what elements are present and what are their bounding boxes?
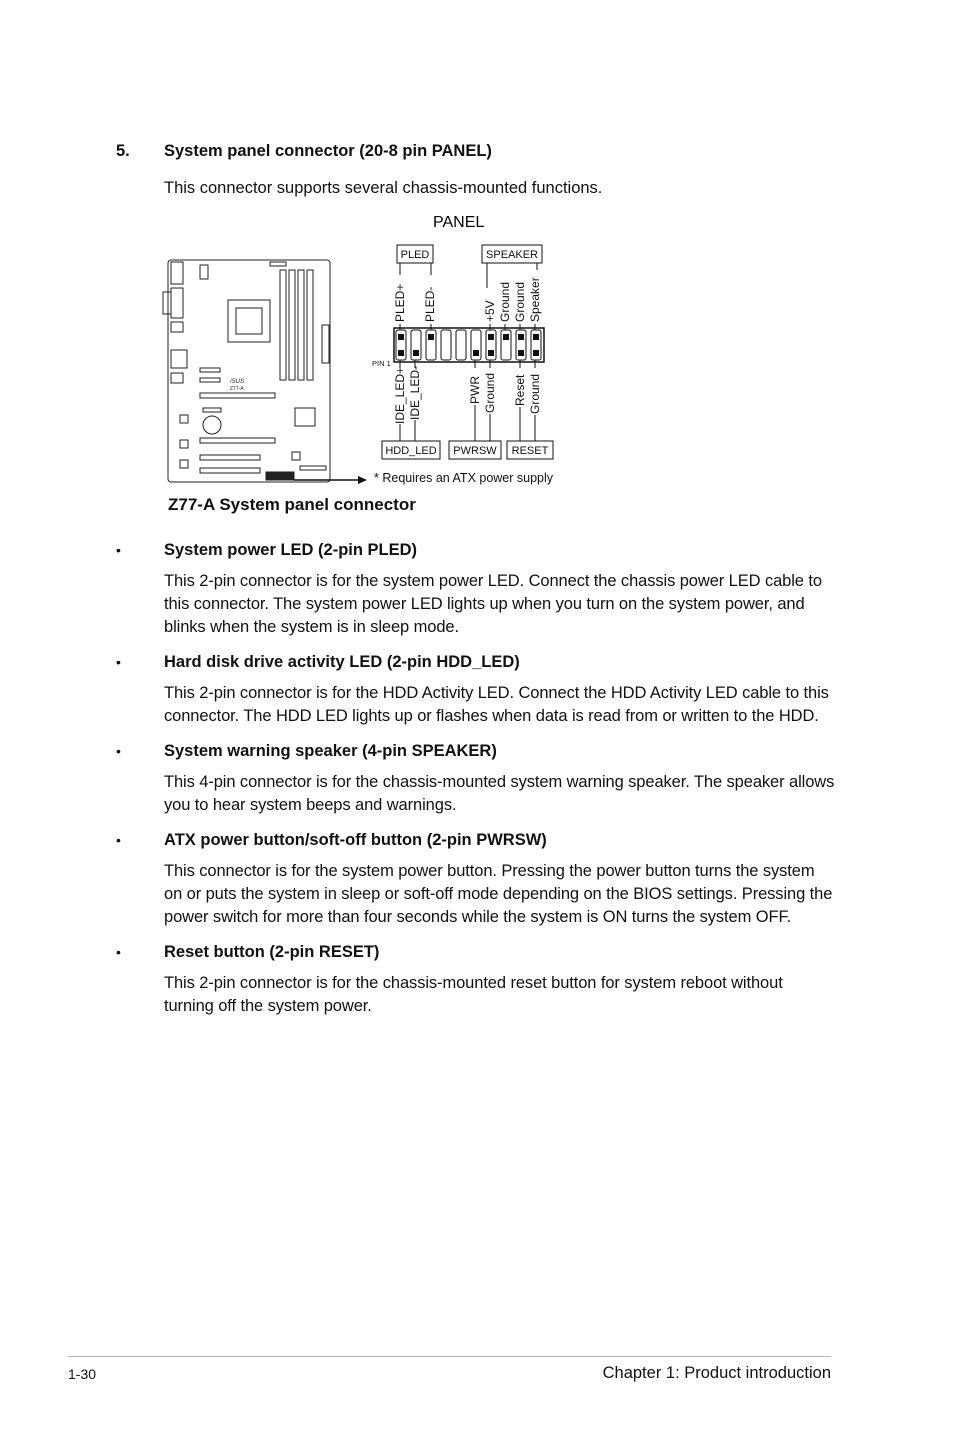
- pin-label-speaker: Speaker: [528, 277, 542, 322]
- pwrsw-box-label: PWRSW: [453, 445, 497, 457]
- pin-dot: [413, 350, 419, 356]
- board-chip: [292, 452, 300, 460]
- power-connector: [200, 265, 208, 279]
- pled-box-label: PLED: [400, 249, 430, 261]
- io-port: [171, 350, 187, 368]
- top-label-boxes: [397, 245, 542, 263]
- connector-item-description: This connector is for the system power button. Pressing the power button turns the system on or puts the system in sleep or soft-off mode depending on the BIOS settings. Pressing the power switch for more than four seconds while the system is ON turns the system OFF.: [164, 862, 833, 926]
- speaker-box-label: SPEAKER: [486, 249, 538, 261]
- connector-item-title: System warning speaker (4-pin SPEAKER): [164, 742, 497, 760]
- pin-dot: [503, 334, 509, 340]
- connector-item: [116, 741, 836, 817]
- connector-item-title: System power LED (2-pin PLED): [164, 541, 418, 559]
- figure-caption: Z77-A System panel connector: [168, 495, 416, 514]
- io-port: [163, 292, 171, 314]
- bullet-icon: •: [116, 944, 121, 960]
- dimm-slot: [280, 270, 286, 380]
- pin-dot: [488, 334, 494, 340]
- pin-dot: [533, 350, 539, 356]
- pin-label-ground-bottom-1: Ground: [483, 372, 497, 413]
- cmos-battery: [203, 416, 221, 434]
- panel-connector-figure: [160, 205, 600, 525]
- cpu-socket-inner: [236, 308, 262, 334]
- cpu-socket: [228, 300, 270, 342]
- connector-item: [116, 830, 836, 929]
- connector-item-description: This 2-pin connector is for the HDD Activity LED. Connect the HDD Activity LED cable to this connector. The HDD LED lights up or flashes when data is read from or written to the HDD.: [164, 684, 829, 725]
- io-port: [171, 373, 183, 383]
- connector-item-title: Reset button (2-pin RESET): [164, 943, 380, 961]
- dimm-slot: [298, 270, 304, 380]
- pin-label-reset: Reset: [513, 374, 527, 406]
- pin-header: [394, 328, 544, 362]
- pin-dot: [398, 350, 404, 356]
- pin-label-pled-plus: PLED+: [393, 283, 407, 322]
- board-chip: [180, 415, 188, 423]
- pin-label-ide-led-minus: IDE_LED-: [408, 365, 422, 420]
- pin-dot: [473, 350, 479, 356]
- dimm-slot: [307, 270, 313, 380]
- pin-label-pwr: PWR: [468, 376, 482, 404]
- top-pin-labels: [393, 277, 542, 322]
- board-label: Z77-A: [230, 386, 244, 392]
- pin-column: [456, 330, 466, 360]
- board-chip: [180, 460, 188, 468]
- section-intro: This connector supports several chassis-mounted functions.: [164, 179, 603, 197]
- hdd-led-box-label: HDD_LED: [385, 445, 437, 457]
- panel-header-label: PANEL: [433, 214, 485, 231]
- reset-box-label: RESET: [511, 445, 549, 457]
- board-chip: [200, 378, 220, 382]
- pin-dot: [488, 350, 494, 356]
- panel-diagram: [160, 205, 600, 525]
- board-chip: [270, 262, 286, 266]
- pin-dot: [428, 334, 434, 340]
- page-number: 1-30: [68, 1366, 97, 1382]
- board-chip: [200, 368, 220, 372]
- connector-item: [116, 540, 836, 639]
- atx-note: * Requires an ATX power supply: [374, 471, 554, 485]
- connector-item-title: Hard disk drive activity LED (2-pin HDD_LED): [164, 653, 520, 671]
- bullet-icon: •: [116, 542, 121, 558]
- motherboard-drawing: [163, 260, 330, 482]
- footer-divider: [68, 1356, 831, 1357]
- pin-column: [441, 330, 451, 360]
- bullet-icon: •: [116, 743, 121, 759]
- pin-label-ide-led-plus: IDE_LED+: [393, 366, 407, 424]
- section-number: 5.: [116, 142, 130, 160]
- bottom-label-boxes: [382, 441, 553, 459]
- pcie-slot: [200, 438, 275, 443]
- panel-header-on-board: [266, 472, 294, 480]
- chipset: [295, 408, 315, 426]
- dimm-slot: [289, 270, 295, 380]
- pin-label-ground-top-1: Ground: [498, 281, 512, 322]
- pin-dot: [518, 334, 524, 340]
- io-port: [171, 322, 183, 332]
- connector-item-description: This 2-pin connector is for the system power LED. Connect the chassis power LED cable to this connector. The system power LED lights up when you turn on the system power, and blinks when the system is in sleep mode.: [164, 572, 822, 636]
- bullet-icon: •: [116, 832, 121, 848]
- pci-slot: [200, 468, 260, 473]
- connector-item-description: This 2-pin connector is for the chassis-mounted reset button for system reboot without turning off the system power.: [164, 974, 783, 1015]
- pci-slot: [200, 455, 260, 460]
- pin-label-plus5v: +5V: [483, 300, 497, 322]
- pin-dot: [518, 350, 524, 356]
- pin-dot: [533, 334, 539, 340]
- pin1-label: PIN 1: [372, 359, 391, 368]
- connector-item-title: ATX power button/soft-off button (2-pin PWRSW): [164, 831, 547, 849]
- brand-label: /SUS: [230, 379, 245, 385]
- pin-label-ground-top-2: Ground: [513, 281, 527, 322]
- io-port: [171, 288, 183, 318]
- board-chip: [203, 408, 221, 412]
- connector-item: [116, 942, 836, 1018]
- bullet-icon: •: [116, 654, 121, 670]
- motherboard-outline: [168, 260, 330, 482]
- atx-power-connector: [322, 325, 329, 363]
- sata-connector: [300, 466, 326, 470]
- pcie-slot: [200, 393, 275, 398]
- pin-label-ground-bottom-2: Ground: [528, 373, 542, 414]
- pin-dot: [398, 334, 404, 340]
- chapter-title: Chapter 1: Product introduction: [602, 1364, 831, 1382]
- board-chip: [180, 440, 188, 448]
- pin-label-pled-minus: PLED-: [423, 286, 437, 322]
- section-title: System panel connector (20-8 pin PANEL): [164, 142, 492, 160]
- io-port: [171, 262, 183, 284]
- connector-item: [116, 652, 836, 728]
- connector-item-description: This 4-pin connector is for the chassis-mounted system warning speaker. The speaker allows you to hear system beeps and warnings.: [164, 773, 835, 814]
- connector-descriptions: [116, 540, 836, 1031]
